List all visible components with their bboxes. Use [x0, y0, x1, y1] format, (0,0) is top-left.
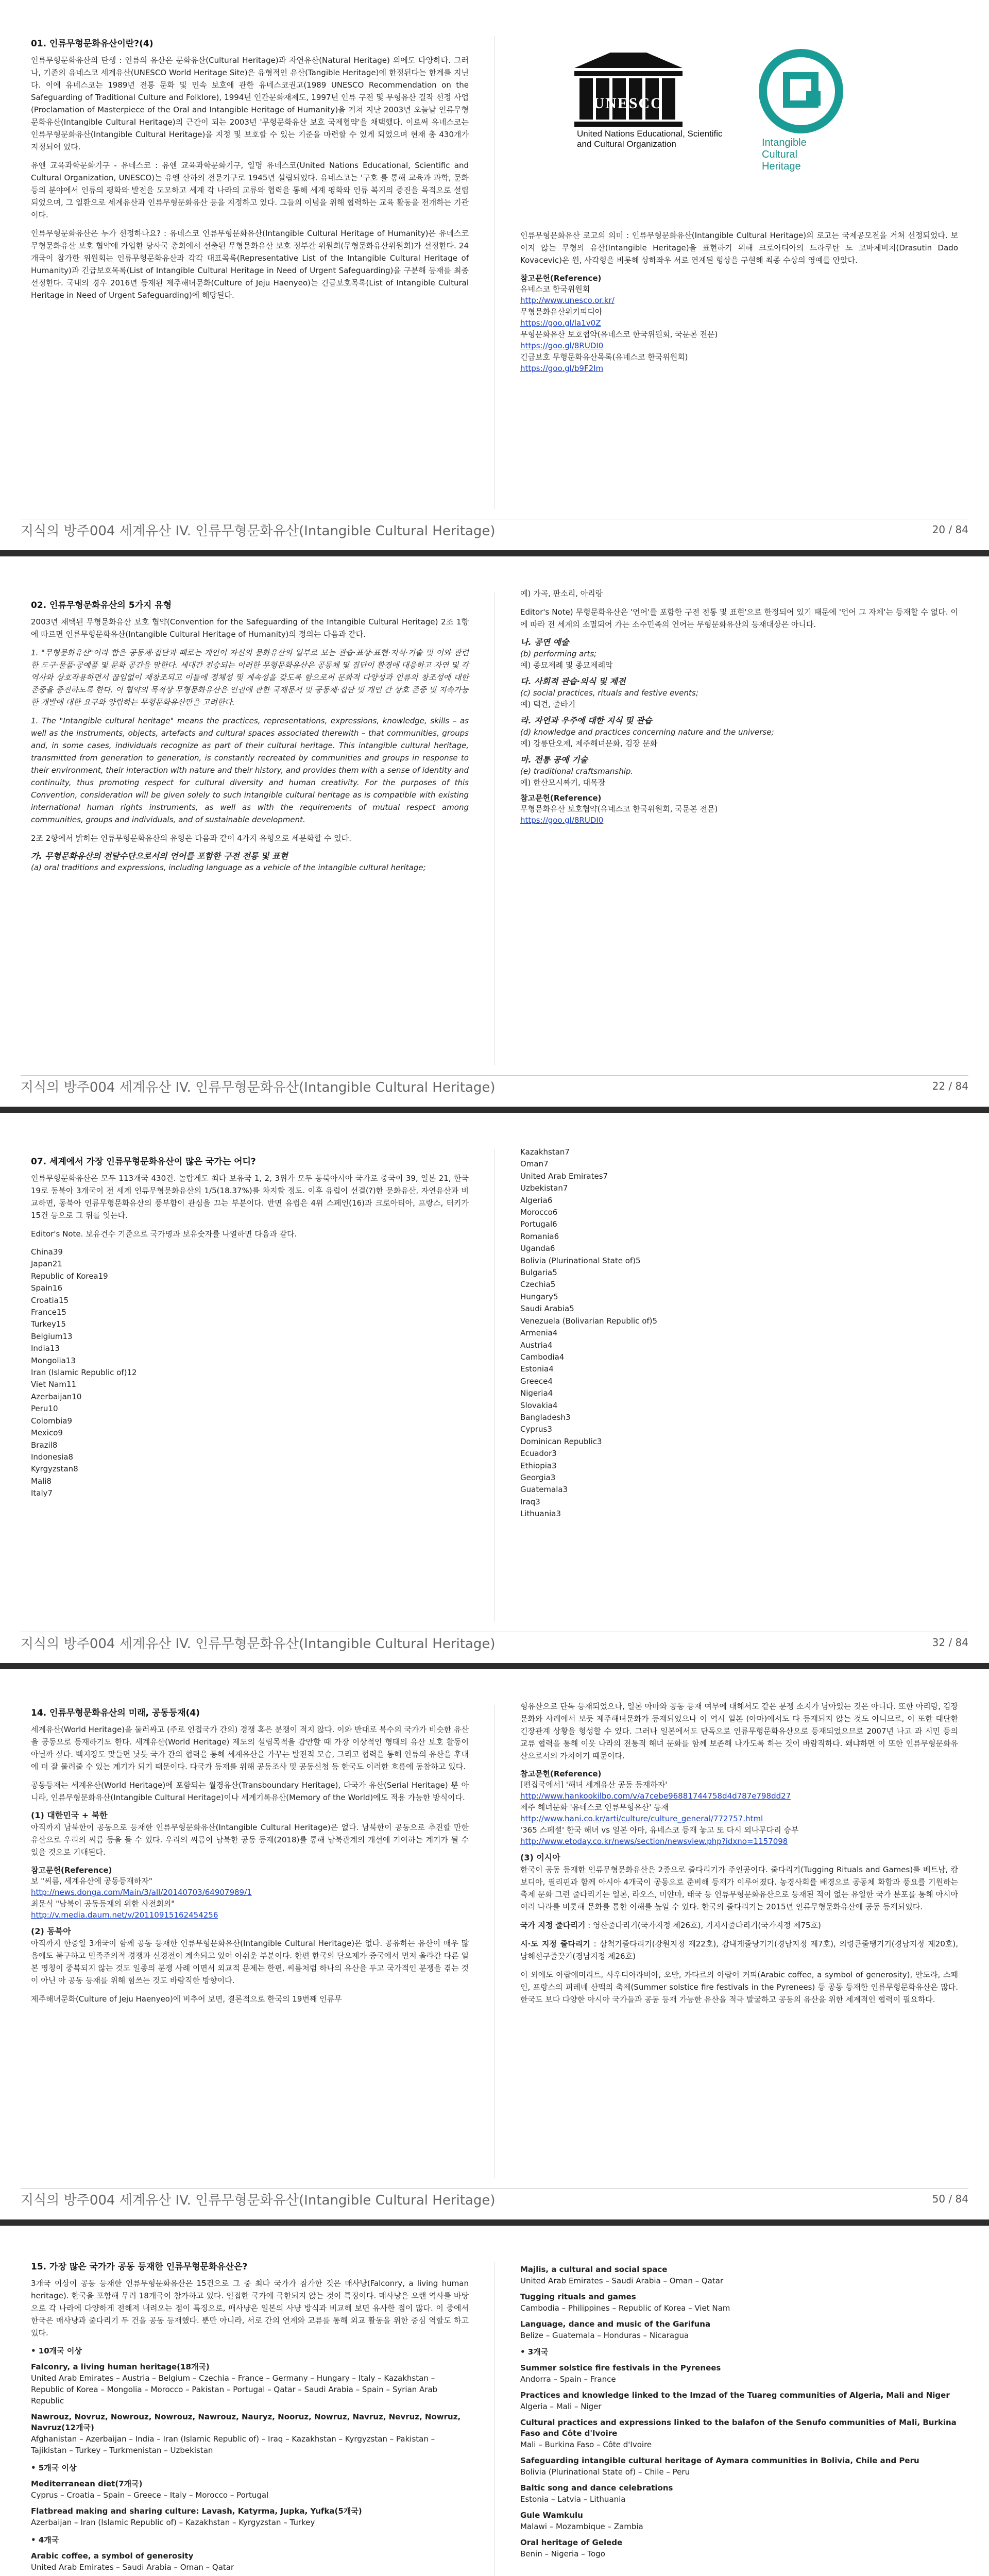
- left-column: [31, 2259, 469, 2573]
- reference-list: [520, 1779, 958, 1847]
- page-separator: [0, 1663, 989, 1669]
- right-column: [520, 1700, 958, 2012]
- list-item: Kyrgyzstan8: [31, 1464, 78, 1474]
- heritage-name: Language, dance and music of the Garifuna: [520, 2319, 711, 2329]
- column-divider: [494, 36, 495, 509]
- list-item: Bangladesh3: [520, 1412, 571, 1422]
- heritage-countries: United Arab Emirates – Saudi Arabia – Oman – Qatar: [520, 2276, 724, 2285]
- list-item: Morocco6: [520, 1208, 558, 1217]
- paragraph: 세계유산(World Heritage)을 둘러싸고 (주로 인접국가 간의) 경쟁 혹은 분쟁이 적지 않다. 이와 반대로 복수의 국가가 비슷한 유산을 공동으로 등재하기도 한다. 세계유산(World Heritage) 제도의 설립목적을 감안할 때 가장 이상적인 형태의 유산 보호 활동이 아닐까 싶다. 백지장도 맞들면 낫듯 국가 간의 협력을 통해 세계유산을 가꾸는 발전적 모습, 그리고 협력을 통해 인류의 유산을 후대에 더 잘 물려줄 수 있는 계기가 되기 때문이다. 다국가 등재를 위해 공동조사 및 공동신청 등 한국도 이러한 흐름에 동참하고 있다.: [31, 1725, 469, 1771]
- heritage-name: Baltic song and dance celebrations: [520, 2483, 673, 2493]
- type-english: (d) knowledge and practices concerning nature and the universe;: [520, 727, 774, 737]
- list-item: Georgia3: [520, 1472, 556, 1482]
- list-item: Brazil8: [31, 1440, 58, 1450]
- list-item: Portugal6: [520, 1219, 557, 1229]
- page-separator: [0, 2219, 989, 2226]
- example-line: 예) 가곡, 판소리, 아리랑: [520, 589, 603, 598]
- list-item: Nigeria4: [520, 1388, 553, 1398]
- page-22: [0, 556, 989, 1107]
- page-number: 50 / 84: [932, 2193, 968, 2205]
- section-title: 01. 인류무형문화유산이란?(4): [31, 39, 154, 49]
- heritage-countries: Malawi – Mozambique – Zambia: [520, 2522, 643, 2531]
- list-item: Mali8: [31, 1476, 52, 1486]
- list-item: Lithuania3: [520, 1509, 561, 1519]
- paragraph: 이 외에도 아랍에미리트, 사우디아라비아, 오만, 카타르의 아랍어 커피(Arabic coffee, a symbol of generosity), 안도라, 스페인, 프랑스의 피레네 산맥의 축제(Summer solstice fire festivals in the Pyrenees) 등 공동 등재한 인류무형문화유산은 많다. 한국도 보다 다양한 아시아 국가들과 공동 등재 가능한 유산을 적극 발굴하고 공동의 유산을 위한 세계적인 협력이 필요하다.: [520, 1970, 958, 2004]
- reference-link[interactable]: http://www.unesco.or.kr/: [520, 296, 615, 305]
- quote-english: 1. The "Intangible cultural heritage" means the practices, representations, expressions, knowledge, skills – as well as the instruments, objects, artefacts and cultural spaces associated therewith – that communities, groups and, in some cases, individuals recognize as part of their cultural heritage. This intangible cultural heritage, transmitted from generation to generation, is constantly recreated by communities and groups in response to their environment, their interaction with nature and their history, and provides them with a sense of identity and continuity, thus promoting respect for cultural diversity and human creativity. For the purposes of this Convention, consideration will be given solely to such intangible cultural heritage as is compatible with existing international human rights instruments, as well as with the requirements of mutual respect among communities, groups and individuals, and of sustainable development.: [31, 716, 469, 824]
- column-divider: [494, 2262, 495, 2576]
- reference-text: 보 "씨름, 세계유산에 공동등재하자": [31, 1876, 152, 1886]
- reference-link[interactable]: https://goo.gl/la1v0Z: [520, 318, 601, 328]
- page-footer: [21, 1075, 968, 1096]
- heritage-name: Summer solstice fire festivals in the Pyrenees: [520, 2363, 721, 2372]
- heritage-countries: Benin – Nigeria – Togo: [520, 2549, 605, 2558]
- example-line: 예) 한산모시짜기, 대목장: [520, 778, 606, 787]
- list-item: Mexico9: [31, 1428, 63, 1438]
- heritage-countries: Bolivia (Plurinational State of) – Chile – Peru: [520, 2467, 690, 2477]
- reference-text: '365 스페셜' 한국 해녀 vs 일본 아마, 유네스코 등재 놓고 또 다시 외나무다리 승부: [520, 1825, 799, 1835]
- paragraph: 3개국 이상이 공동 등재한 인류무형문화유산은 15건으로 그 중 최다 국가가 참가한 것은 매사냥(Falconry, a living human heritage). 한국을 포함해 무려 18개국이 참가하고 있다. 인접한 국가에 국한되지 않는 것이 특징이다. 매사냥은 오랜 역사를 바탕으로 각 나라에 다양하게 전해져 내려오는 점이 특징으로, 매사냥은 일본의 사냥 방식과 비교해 보면 유사한 점이 많다. 이 중에서 한국은 매사냥과 줄다리기 두 건을 공동 등재했다. 뿐만 아니라, 서로 간의 연계와 교류를 통해 외교 활동을 위한 중심 역할도 하고 있다.: [31, 2279, 469, 2337]
- example-line: 예) 택견, 줄타기: [520, 700, 576, 709]
- group-heading: • 4개국: [31, 2535, 59, 2545]
- left-column: [31, 1154, 469, 1500]
- reference-link[interactable]: https://goo.gl/8RUDI0: [520, 816, 604, 825]
- paragraph: 공동등재는 세계유산(World Heritage)에 포함되는 월경유산(Transboundary Heritage), 다국가 유산(Serial Heritage) 뿐 아니라, 인류무형문화유산(Intangible Cultural Heritage)이나 세계기록유산(Memory of the World)에도 적용 가능한 방식이다.: [31, 1781, 469, 1802]
- heritage-countries: Algeria – Mali – Niger: [520, 2402, 602, 2411]
- svg-text:UNESCO: UNESCO: [593, 95, 664, 112]
- list-item: Viet Nam11: [31, 1380, 77, 1389]
- page-separator: [0, 550, 989, 556]
- list-item: Uzbekistan7: [520, 1183, 568, 1193]
- right-column: [520, 229, 958, 374]
- heritage-name: Mediterranean diet(7개국): [31, 2479, 143, 2488]
- page-50: [0, 1669, 989, 2219]
- section-title: 07. 세계에서 가장 인류무형문화유산이 많은 국가는 어디?: [31, 1157, 256, 1167]
- list-item: Belgium13: [31, 1331, 73, 1341]
- footer-title: 지식의 방주004 세계유산 IV. 인류무형문화유산(Intangible Cultural Heritage): [21, 523, 496, 539]
- ich-label: Intangible Cultural Heritage: [762, 137, 807, 172]
- list-item: Mongolia13: [31, 1355, 76, 1365]
- list-item: Iran (Islamic Republic of)12: [31, 1368, 137, 1378]
- right-column: [520, 587, 958, 826]
- label: 국가 지정 줄다리기: [520, 1921, 586, 1930]
- reference-heading: 참고문헌(Reference): [520, 274, 602, 283]
- footer-title: 지식의 방주004 세계유산 IV. 인류무형문화유산(Intangible Cultural Heritage): [21, 1079, 496, 1095]
- paragraph: 인류무형문화유산의 탄생 : 인류의 유산은 문화유산(Cultural Heritage)과 자연유산(Natural Heritage) 외에도 다양하다. 그러나, 기존의 유네스코 세계유산(UNESCO World Heritage Site)은 유형적인 유산(Tangible Heritage)에 한정된다는 한계를 지닌다. 이에 유네스코는 1989년 전통 문화 및 민속 보호에 관한 유네스코권고(1989 UNESCO Recommendation on the Safeguarding of Traditional Culture and Folklore), 1994년 인간문화재제도, 1997년 인류 구전 및 무형유산 걸작 선정 사업(Proclamation of Masterpiece of the Oral and Intangible Heritage of Humanity)을 거쳐 지난 2003년 오늘날 인류무형문화유산(Intangible Cultural Heritage)의 근간이 되는 2003년 '무형문화유산 보호 국제협약'을 채택했다. 이로써 유네스코는 인류무형문화유산(Intangible Cultural Heritage)을 지정 및 보호할 수 있는 기준을 마련할 수 있게 되었으며 현재 총 430개가 지정되어 있다.: [31, 56, 469, 151]
- list-item: Republic of Korea19: [31, 1271, 108, 1281]
- list-item: Croatia15: [31, 1295, 69, 1305]
- page-32: [0, 1113, 989, 1663]
- list-item: Armenia4: [520, 1328, 558, 1338]
- reference-link[interactable]: http://v.media.daum.net/v/20110915162454256: [31, 1910, 218, 1920]
- list-item: India13: [31, 1344, 60, 1353]
- heritage-countries: Andorra – Spain – France: [520, 2375, 616, 2384]
- entries-four-countries: [520, 2264, 958, 2341]
- type-heading: 마. 전통 공예 기술: [520, 755, 588, 765]
- reference-heading: 참고문헌(Reference): [520, 793, 602, 803]
- left-column: [31, 1705, 469, 2011]
- unesco-logo: [525, 47, 731, 161]
- reference-link[interactable]: http://www.etoday.co.kr/news/section/newsview.php?idxno=1157098: [520, 1837, 788, 1846]
- type-heading: 라. 자연과 우주에 대한 지식 및 관습: [520, 716, 652, 725]
- list-item: Slovakia4: [520, 1400, 558, 1410]
- subsection-heading: (3) 이시아: [520, 1853, 560, 1862]
- section-title: 15. 가장 많은 국가가 공동 등재한 인류무형문화유산은?: [31, 2262, 248, 2272]
- paragraph: 인류무형문화유산은 누가 선정하나요? : 유네스코 인류무형문화유산(Intangible Cultural Heritage of Humanity)은 유네스코 무형문화유산 보호 협약에 가입한 당사국 총회에서 선출된 무형문화유산 보호 정부간 위원회(무형문화유산위원회)가 선정한다. 24개국이 참가한 위원회는 인류무형문화유산과 각각 대표목록(Representative List of the Intangible Cultural Heritage of Humanity)과 긴급보호목록(List of Intangible Cultural Heritage in Need of Urgent Safeguarding)을 구분해 등재를 최종 선정한다. 국내의 경우 2016년 등재된 제주해녀문화(Culture of Jeju Haenyeo)는 긴급보호목록(List of Intangible Cultural Heritage in Need of Urgent Safeguarding)에 해당된다.: [31, 229, 469, 300]
- list-item: Cambodia4: [520, 1352, 565, 1362]
- paragraph: 2003년 채택된 무형문화유산 보호 협약(Convention for the Safeguarding of the Intangible Cultural Heritage) 2조 1항에 따르면 인류무형문화유산(Intangible Cultural Heritage of Humanity)의 정의는 다음과 같다.: [31, 617, 469, 639]
- heritage-name: Tugging rituals and games: [520, 2292, 636, 2301]
- list-item: United Arab Emirates7: [520, 1171, 608, 1181]
- example-line: 예) 강릉단오제, 제주해녀문화, 김장 문화: [520, 739, 658, 748]
- list-item: Dominican Republic3: [520, 1436, 602, 1446]
- list-item: Greece4: [520, 1376, 553, 1386]
- reference-list: [520, 283, 958, 374]
- reference-link[interactable]: https://goo.gl/8RUDI0: [520, 341, 604, 350]
- paragraph: [520, 1919, 958, 1931]
- type-english: (c) social practices, rituals and festive events;: [520, 688, 698, 698]
- column-divider: [494, 592, 495, 1065]
- country-list: [520, 1146, 958, 1520]
- reference-text: 무형문화유산 보호협약(유네스코 한국위원회, 국문본 전문): [520, 330, 718, 339]
- type-heading: 나. 공연 예술: [520, 637, 569, 647]
- heritage-name: Majlis, a cultural and social space: [520, 2265, 668, 2274]
- text: : 영산줄다리기(국가지정 제26호), 기지시줄다리기(국가지정 제75호): [585, 1921, 821, 1930]
- heritage-countries: Belize – Guatemala – Honduras – Nicaragua: [520, 2331, 689, 2340]
- column-divider: [494, 1149, 495, 1622]
- group-heading: • 5개국 이상: [31, 2463, 77, 2472]
- list-item: Iraq3: [520, 1497, 540, 1506]
- heritage-countries: Azerbaijan – Iran (Islamic Republic of) – Kazakhstan – Kyrgyzstan – Turkey: [31, 2518, 315, 2527]
- heritage-countries: Mali – Burkina Faso – Côte d'Ivoire: [520, 2440, 652, 2449]
- subsection-heading: (2) 동북아: [31, 1926, 71, 1936]
- reference-text: 최문식 "남북이 공동등재의 위한 사전회의": [31, 1899, 175, 1908]
- heritage-name: Cultural practices and expressions linked to the balafon of the Senufo communities of Mali, Burkina Faso and Côte d'Ivoire: [520, 2418, 957, 2438]
- reference-text: 무형문화유산위키피디아: [520, 307, 603, 316]
- page-number: 22 / 84: [932, 1080, 968, 1092]
- heritage-name: Falconry, a living human heritage(18개국): [31, 2362, 210, 2371]
- list-item: Estonia4: [520, 1364, 554, 1374]
- list-item: Bolivia (Plurinational State of)5: [520, 1256, 641, 1265]
- unesco-org-name: United Nations Educational, Scientific and Cultural Organization: [577, 129, 723, 149]
- page-54: [0, 2226, 989, 2576]
- paragraph: 2조 2항에서 밝히는 인류무형문화유산의 유형은 다음과 같이 4가지 유형으로 세분화할 수 있다.: [31, 834, 351, 843]
- list-item: Japan21: [31, 1259, 62, 1269]
- quote-korean: 1. "무형문화유산"이라 함은 공동체·집단과 때로는 개인이 자신의 문화유산의 일부로 보는 관습·표상·표현·지식·기술 및 이와 관련한 도구·물품·공예품 및 문화 공간을 말한다. 세대간 전승되는 이러한 무형문화유산은 공동체 및 집단이 환경에 대응하고 자연 및 각 역사와 상호작용하면서 끊임없이 재창조되고 이들에 정체성 및 계속성을 갖도록 함으로써 문화적 다양성과 인류의 창조성에 대한 존중을 증진하도록 한다. 이 협약의 목적상 무형문화유산은 인권에 관한 국제문서 및 공동체·집단 및 개인 간 상호 존중 및 지속가능한 개발에 대한 요구와 양립하는 무형문화유산만을 고려한다.: [31, 648, 469, 707]
- heritage-countries: Cyprus – Croatia – Spain – Greece – Italy – Morocco – Portugal: [31, 2490, 269, 2500]
- list-item: Peru10: [31, 1404, 58, 1414]
- footer-title: 지식의 방주004 세계유산 IV. 인류무형문화유산(Intangible Cultural Heritage): [21, 1636, 496, 1652]
- list-item: Ecuador3: [520, 1449, 557, 1459]
- right-column: [520, 1146, 958, 1520]
- heritage-countries: Estonia – Latvia – Lithuania: [520, 2495, 626, 2504]
- footer-title: 지식의 방주004 세계유산 IV. 인류무형문화유산(Intangible Cultural Heritage): [21, 2192, 496, 2208]
- type-heading: 다. 사회적 관습·의식 및 제전: [520, 676, 626, 686]
- section-title: 02. 인류무형문화유산의 5가지 유형: [31, 600, 172, 611]
- paragraph: 유엔 교육과학문화기구 - 유네스코 : 유엔 교육과학문화기구, 일명 유네스코(United Nations Educational, Scientific and Cultural Organization, UNESCO)는 유엔 산하의 전문기구로 1945년 설립되었다. 유네스코는 '구호 를 통해 교육과 과학, 문화 등의 분야에서 인류의 평화와 발전을 도모하고 세계 각 나라의 교류와 협력을 통해 세계 평화와 인류 복지의 증진을 목적으로 설립되었으며, 그 일환으로 세계유산과 인류무형문화유산 등을 지정하고 있다. 그들의 이념을 위해 협력하는 교육 활동을 전개하는 기관이다.: [31, 161, 469, 219]
- reference-heading: 참고문헌(Reference): [31, 1866, 112, 1875]
- list-item: Oman7: [520, 1159, 549, 1169]
- column-divider: [494, 1705, 495, 2178]
- group-heading: • 3개국: [520, 2347, 549, 2357]
- section-title: 14. 인류무형문화유산의 미래, 공동등재(4): [31, 1708, 200, 1718]
- heritage-name: Oral heritage of Gelede: [520, 2538, 623, 2547]
- list-item: Czechia5: [520, 1280, 556, 1290]
- list-item: Indonesia8: [31, 1452, 74, 1462]
- type-heading: 가. 무형문화유산의 전달수단으로서의 언어를 포함한 구전 전통 및 표현: [31, 851, 288, 861]
- list-item: Guatemala3: [520, 1485, 568, 1495]
- list-item: Hungary5: [520, 1292, 558, 1301]
- list-item: Venezuela (Bolivarian Republic of)5: [520, 1316, 658, 1326]
- reference-heading: 참고문헌(Reference): [520, 1769, 602, 1778]
- reference-text: 긴급보호 무형문화유산목록(유네스코 한국위원회): [520, 352, 688, 362]
- reference-link[interactable]: http://www.hani.co.kr/arti/culture/culture_general/772757.html: [520, 1814, 763, 1823]
- heritage-name: Safeguarding intangible cultural heritage of Aymara communities in Bolivia, Chile and Peru: [520, 2456, 919, 2465]
- list-item: Algeria6: [520, 1195, 553, 1205]
- list-item: France15: [31, 1308, 66, 1317]
- page-footer: [21, 2188, 968, 2209]
- paragraph: 아직까지 한중일 3개국이 함께 공동 등재한 인류무형문화유산(Intangible Cultural Heritage)은 없다. 공유하는 유산이 매우 많음에도 불구하고 민족주의적 경쟁과 신경전이 계속되고 있어 아쉬운 부분이다. 한편 한국의 단오제가 중국에서 먼저 올라간 다른 일본 명칭이 중복되지 않는 것도 일종의 분쟁 사례 이면서 외교적 문제는 한편, 씨름처럼 하나의 유산을 두고 국가적인 분쟁을 겪는 것이 아닌 아 공동 등재를 위해 힘쓰는 것도 바람직한 방향이다.: [31, 1939, 469, 1985]
- page-number: 32 / 84: [932, 1636, 968, 1649]
- entries-three-countries: [520, 2363, 958, 2560]
- left-column: [31, 598, 469, 873]
- joint-inscription-groups: [31, 2345, 469, 2573]
- type-english: (e) traditional craftsmanship.: [520, 767, 634, 776]
- country-list: [31, 1246, 469, 1500]
- reference-text: [편집국에서] '해녀 세계유산 공동 등재하자': [520, 1780, 668, 1789]
- reference-list: [31, 1875, 469, 1921]
- type-english: (b) performing arts;: [520, 649, 597, 658]
- subsection-heading: (1) 대한민국 + 북한: [31, 1810, 108, 1820]
- ich-logo: [749, 47, 868, 181]
- page-footer: [21, 1632, 968, 1653]
- heritage-countries: United Arab Emirates – Austria – Belgium – Czechia – France – Germany – Hungary – Italy – Kazakhstan – Republic of Korea – Mongolia – Morocco – Pakistan – Portugal – Qatar – Saudi Arabia – Spain – Syrian Arab Republic: [31, 2374, 438, 2405]
- ich-emblem-icon: [749, 47, 852, 135]
- paragraph: 제주해녀문화(Culture of Jeju Haenyeo)에 비추어 보면, 결론적으로 한국의 19번째 인류무: [31, 1994, 342, 2004]
- page-20: [0, 0, 989, 550]
- text: : 삼척기줄다리기(강원지정 제22호), 감내게줄당기기(경남지정 제7호), 의령큰줄땡기기(경남지정 제20호), 남해선구줄끗기(경남지정 제26호): [520, 1939, 958, 1961]
- heritage-name: Flatbread making and sharing culture: Lavash, Katyrma, Jupka, Yufka(5개국): [31, 2506, 362, 2516]
- heritage-countries: Afghanistan – Azerbaijan – India – Iran (Islamic Republic of) – Iraq – Kazakhstan – Kyrgyzstan – Pakistan – Tajikistan – Turkey – Turkmenistan – Uzbekistan: [31, 2434, 435, 2455]
- type-list: [520, 637, 958, 788]
- heritage-name: Gule Wamkulu: [520, 2511, 583, 2520]
- reference-link[interactable]: http://www.hankookilbo.com/v/a7cebe96881744758d4d787e798dd27: [520, 1791, 791, 1801]
- label: 시·도 지정 줄다리기: [520, 1939, 590, 1948]
- paragraph: 형유산으로 단독 등재되었으나, 일본 아마와 공동 등재 여부에 대해서도 같은 분쟁 소지가 남아있는 것은 아니다. 또한 아리랑, 김장문화와 사례에서 보듯 제주해녀문화가 등재되었으나 이 역시 일본 (아마)에서도 다 등재되지 않는 것도 아니므로, 이 또한 대단한 긴장관계 상황을 형성할 수 있다. 그러나 일본에서도 단독으로 인류무형문화유산으로 등재되었으므로 2007년 나고 과 시민 등의 교류 협력을 통해 이웃 나라의 전통적 해녀 문화를 함께 보존해 나가도록 하는 것이 바람직하다. 왜냐하면 이 또한 인류무형문화유산으로서의 가치이기 때문이다.: [520, 1702, 958, 1760]
- reference-text: 제주 해녀문화 '유네스코 인류무형유산' 등재: [520, 1803, 669, 1812]
- reference-link[interactable]: https://goo.gl/b9F2Im: [520, 364, 604, 373]
- list-item: Spain16: [31, 1283, 62, 1293]
- list-item: Romania6: [520, 1231, 559, 1241]
- list-item: Italy7: [31, 1488, 53, 1498]
- paragraph: 인류무형문화유산 로고의 의미 : 인류무형문화유산(Intangible Cultural Heritage)의 로고는 국제공모전을 거쳐 선정되었다. 보이지 않는 무형의 유산(Intangible Heritage)을 표현하기 위해 크로아티아의 드라쿠탄 도 코바체비치(Drasutin Dado Kovacevic)은 원, 사각형을 비롯해 상하좌우 서로 연계된 형상을 구현해 최종 수상의 영예를 안았다.: [520, 231, 958, 265]
- list-item: Saudi Arabia5: [520, 1304, 574, 1314]
- page-number: 20 / 84: [932, 523, 968, 536]
- page-footer: [21, 519, 968, 540]
- paragraph: [520, 1938, 958, 1962]
- editor-note: Editor's Note. 보유건수 기준으로 국가명과 보유숫자를 나열하면 다음과 같다.: [31, 1229, 297, 1239]
- list-item: Kazakhstan7: [520, 1147, 570, 1157]
- left-column: [31, 36, 469, 308]
- list-item: Turkey15: [31, 1319, 66, 1329]
- list-item: Cyprus3: [520, 1425, 552, 1434]
- list-item: Bulgaria5: [520, 1268, 557, 1278]
- heritage-name: Practices and knowledge linked to the Imzad of the Tuareg communities of Algeria, Mali and Niger: [520, 2391, 950, 2400]
- heritage-countries: Cambodia – Philippines – Republic of Korea – Viet Nam: [520, 2303, 730, 2313]
- reference-text: 유네스코 한국위원회: [520, 284, 590, 294]
- list-item: China39: [31, 1247, 63, 1257]
- list-item: Colombia9: [31, 1416, 73, 1426]
- type-english: (a) oral traditions and expressions, including language as a vehicle of the intangible cultural heritage;: [31, 863, 426, 872]
- group-heading: • 10개국 이상: [31, 2346, 82, 2355]
- list-item: Austria4: [520, 1340, 553, 1350]
- paragraph: 아직까지 남북한이 공동으로 등재한 인류무형문화유산(Intangible Cultural Heritage)은 없다. 남북한이 공동으로 추진할 만한 유산으로 우리의 씨름 등을 들 수 있다. 우리의 씨름이 남북한 공동 등재(2018)를 통해 남북관계의 개선에 기여하는 계기가 될 수 있을 것으로 기대된다.: [31, 1823, 469, 1857]
- reference-list: [520, 803, 958, 826]
- editor-note: Editor's Note) 무형문화유산은 '언어'를 포함한 구전 전통 및 표현'으로 한정되어 있기 때문에 '언어 그 자체'는 등재할 수 없다. 이에 따라 전 세계의 소멸되어 가는 소수민족의 언어는 무형문화유산의 등재대상은 아니다.: [520, 607, 958, 629]
- heritage-name: Nawrouz, Novruz, Nowrouz, Nowrouz, Nawrouz, Nauryz, Nooruz, Nowruz, Navruz, Nevruz, Nowruz, Navruz(12개국): [31, 2412, 461, 2432]
- reference-text: 무형문화유산 보호협약(유네스코 한국위원회, 국문본 전문): [520, 804, 718, 814]
- list-item: Ethiopia3: [520, 1461, 557, 1470]
- heritage-countries: United Arab Emirates – Saudi Arabia – Oman – Qatar: [31, 2563, 234, 2572]
- example-line: 예) 종묘제례 및 종묘제례악: [520, 660, 613, 670]
- page-separator: [0, 1107, 989, 1113]
- paragraph: 한국이 공동 등재한 인류무형문화유산은 2종으로 줄다리기가 주인공이다. 줄다리기(Tugging Rituals and Games)를 베트남, 캄보디아, 필리핀과 함께 아시아 4개국이 공동으로 준비해 등재가 이루어졌다. 농경사회를 배경으로 공동체 화합과 풍요를 기원하는 축제 문화 그런 줄다리기는 일본, 라오스, 미얀마, 태국 등 인류무형문화유산으로 등재된 적이 없는 유일한 국가 분포를 통해 아시아 여러 나라를 비롯해 문화를 통한 이해를 높일 수 있다. 한국의 줄다리기는 2015년 인류무형문화유산에 공동 등재되었다.: [520, 1865, 958, 1911]
- list-item: Uganda6: [520, 1244, 555, 1253]
- paragraph: 인류무형문화유산은 모두 113개국 430건. 놀랍게도 최다 보유국 1, 2, 3위가 모두 동북아시아 국가로 중국이 39, 일본 21, 한국 19로 동북아 3개국이 전 세계 인류무형문화유산의 1/5(18.37%)를 차지할 정도. 이후 유럽이 선결(?)한 문화유산, 자연유산과 비교하면, 동북아 인류무형문화유산의 풍부함이 관심을 끄는 부분이다. 반면 유럽은 4위 스페인(16)과 크로아티아, 프랑스, 터키가 15건 등으로 그 뒤를 잇는다.: [31, 1174, 469, 1220]
- heritage-name: Arabic coffee, a symbol of generosity: [31, 2551, 194, 2561]
- right-column: [520, 2259, 958, 2560]
- reference-link[interactable]: http://news.donga.com/Main/3/all/20140703/64907989/1: [31, 1888, 252, 1897]
- list-item: Azerbaijan10: [31, 1392, 82, 1401]
